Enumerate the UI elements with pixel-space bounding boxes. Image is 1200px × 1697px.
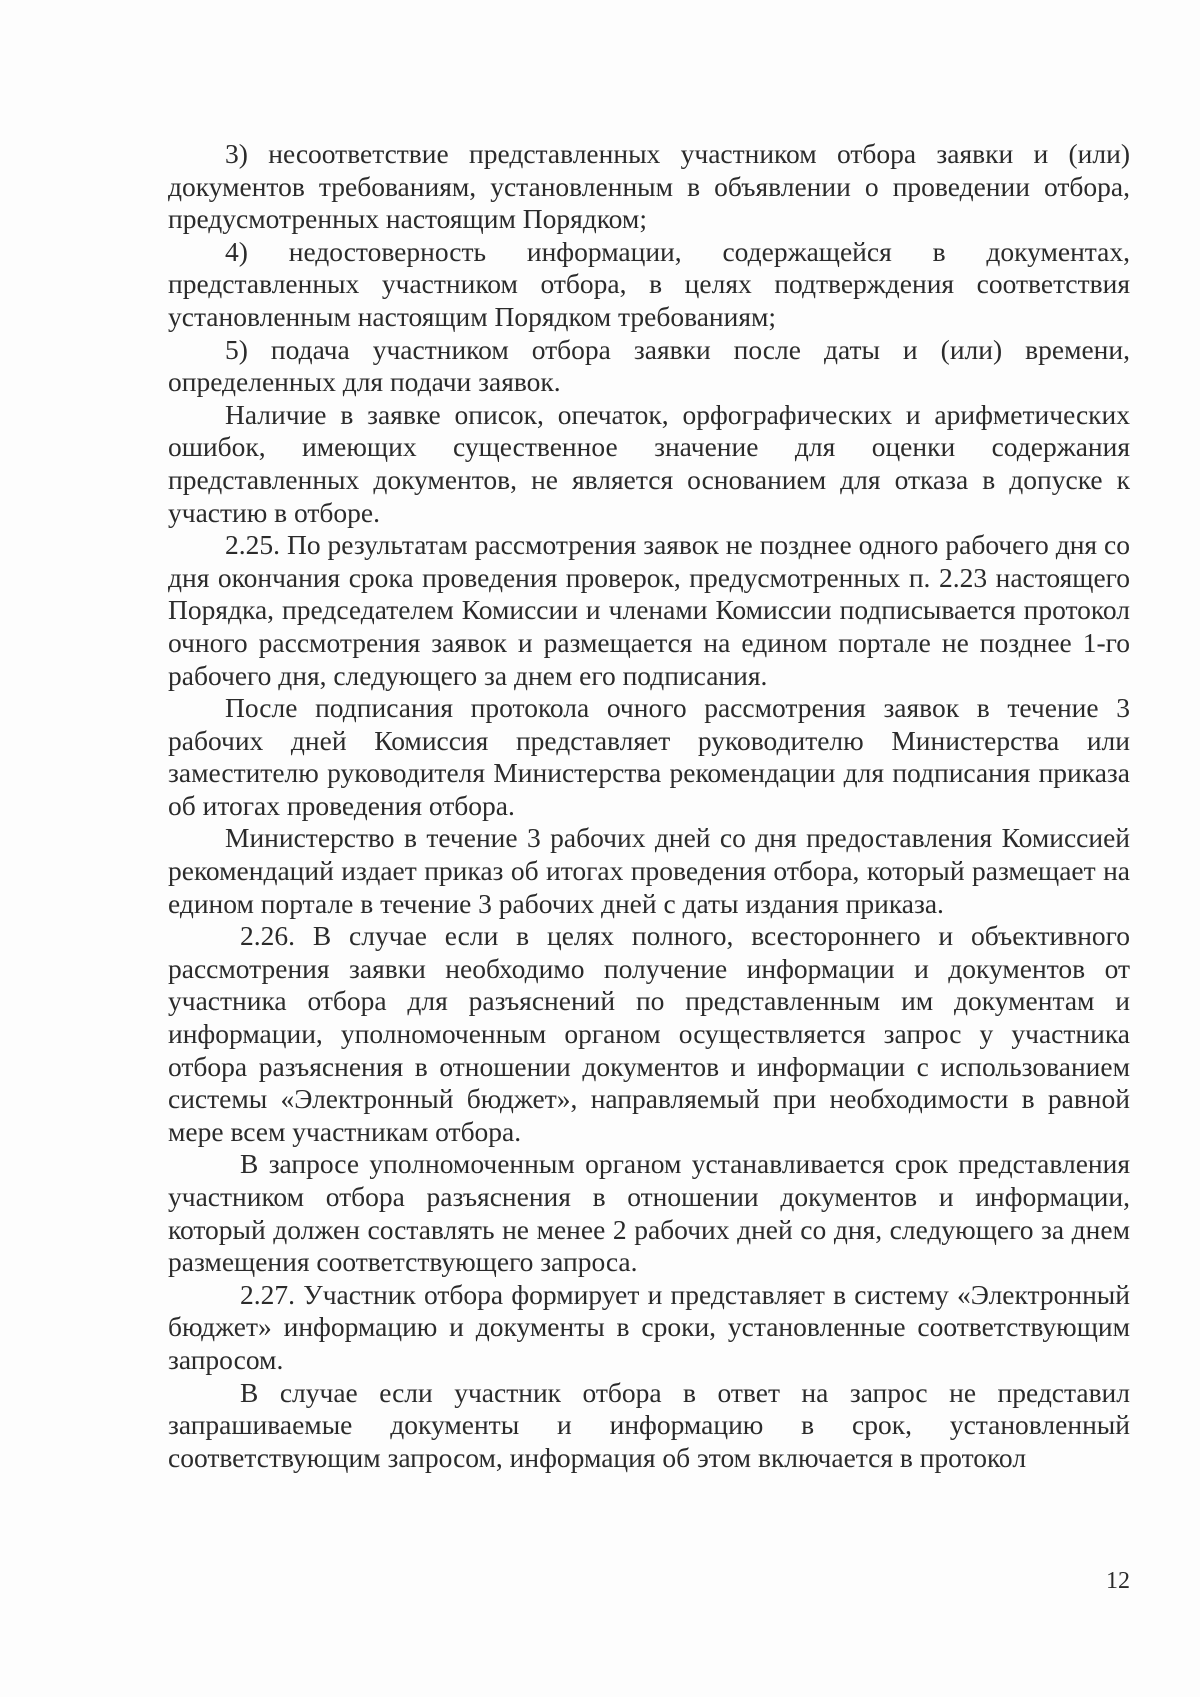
paragraph-2-26: 2.26. В случае если в целях полного, всестороннего и объективного рассмотрения заявки необходимо получение информации и документов от участника отбора для разъяснений по представленным им документам и информации, уполномоченным органом осуществляется запрос у участника отбора разъяснения в отношении документов и информации с использованием системы «Электронный бюджет», направляемый при необходимости в равной мере всем участникам отбора. xyxy=(168,920,1130,1147)
document-body xyxy=(168,138,1130,1474)
paragraph-2-25: 2.25. По результатам рассмотрения заявок не позднее одного рабочего дня со дня окончания срока проведения проверок, предусмотренных п. 2.23 настоящего Порядка, председателем Комиссии и членами Комиссии подписывается протокол очного рассмотрения заявок и размещается на едином портале не позднее 1-го рабочего дня, следующего за днем его подписания. xyxy=(168,529,1130,691)
paragraph-item-5: 5) подача участником отбора заявки после даты и (или) времени, определенных для подачи заявок. xyxy=(168,333,1130,398)
paragraph-request-term: В запросе уполномоченным органом устанавливается срок представления участником отбора разъяснения в отношении документов и информации, который должен составлять не менее 2 рабочих дней со дня, следующего за днем размещения соответствующего запроса. xyxy=(168,1148,1130,1278)
paragraph-after-signing: После подписания протокола очного рассмотрения заявок в течение 3 рабочих дней Комиссия представляет руководителю Министерства или заместителю руководителя Министерства рекомендации для подписания приказа об итогах проведения отбора. xyxy=(168,692,1130,821)
paragraph-no-response: В случае если участник отбора в ответ на запрос не представил запрашиваемые документы и информацию в срок, установленный соответствующим запросом, информация об этом включается в протокол xyxy=(168,1376,1130,1473)
page-number: 12 xyxy=(1106,1568,1130,1594)
paragraph-2-27: 2.27. Участник отбора формирует и представляет в систему «Электронный бюджет» информацию и документы в сроки, установленные соответствующим запросом. xyxy=(168,1278,1130,1375)
paragraph-item-3: 3) несоответствие представленных участником отбора заявки и (или) документов требованиям, установленным в объявлении о проведении отбора, предусмотренных настоящим Порядком; xyxy=(168,138,1130,235)
paragraph-item-4: 4) недостоверность информации, содержащейся в документах, представленных участником отбора, в целях подтверждения соответствия установленным настоящим Порядком требованиям; xyxy=(168,235,1130,332)
paragraph-ministry: Министерство в течение 3 рабочих дней со дня предоставления Комиссией рекомендаций издает приказ об итогах проведения отбора, который размещает на едином портале в течение 3 рабочих дней с даты издания приказа. xyxy=(168,822,1130,919)
paragraph-errors: Наличие в заявке описок, опечаток, орфографических и арифметических ошибок, имеющих существенное значение для оценки содержания представленных документов, не является основанием для отказа в допуске к участию в отборе. xyxy=(168,398,1130,528)
